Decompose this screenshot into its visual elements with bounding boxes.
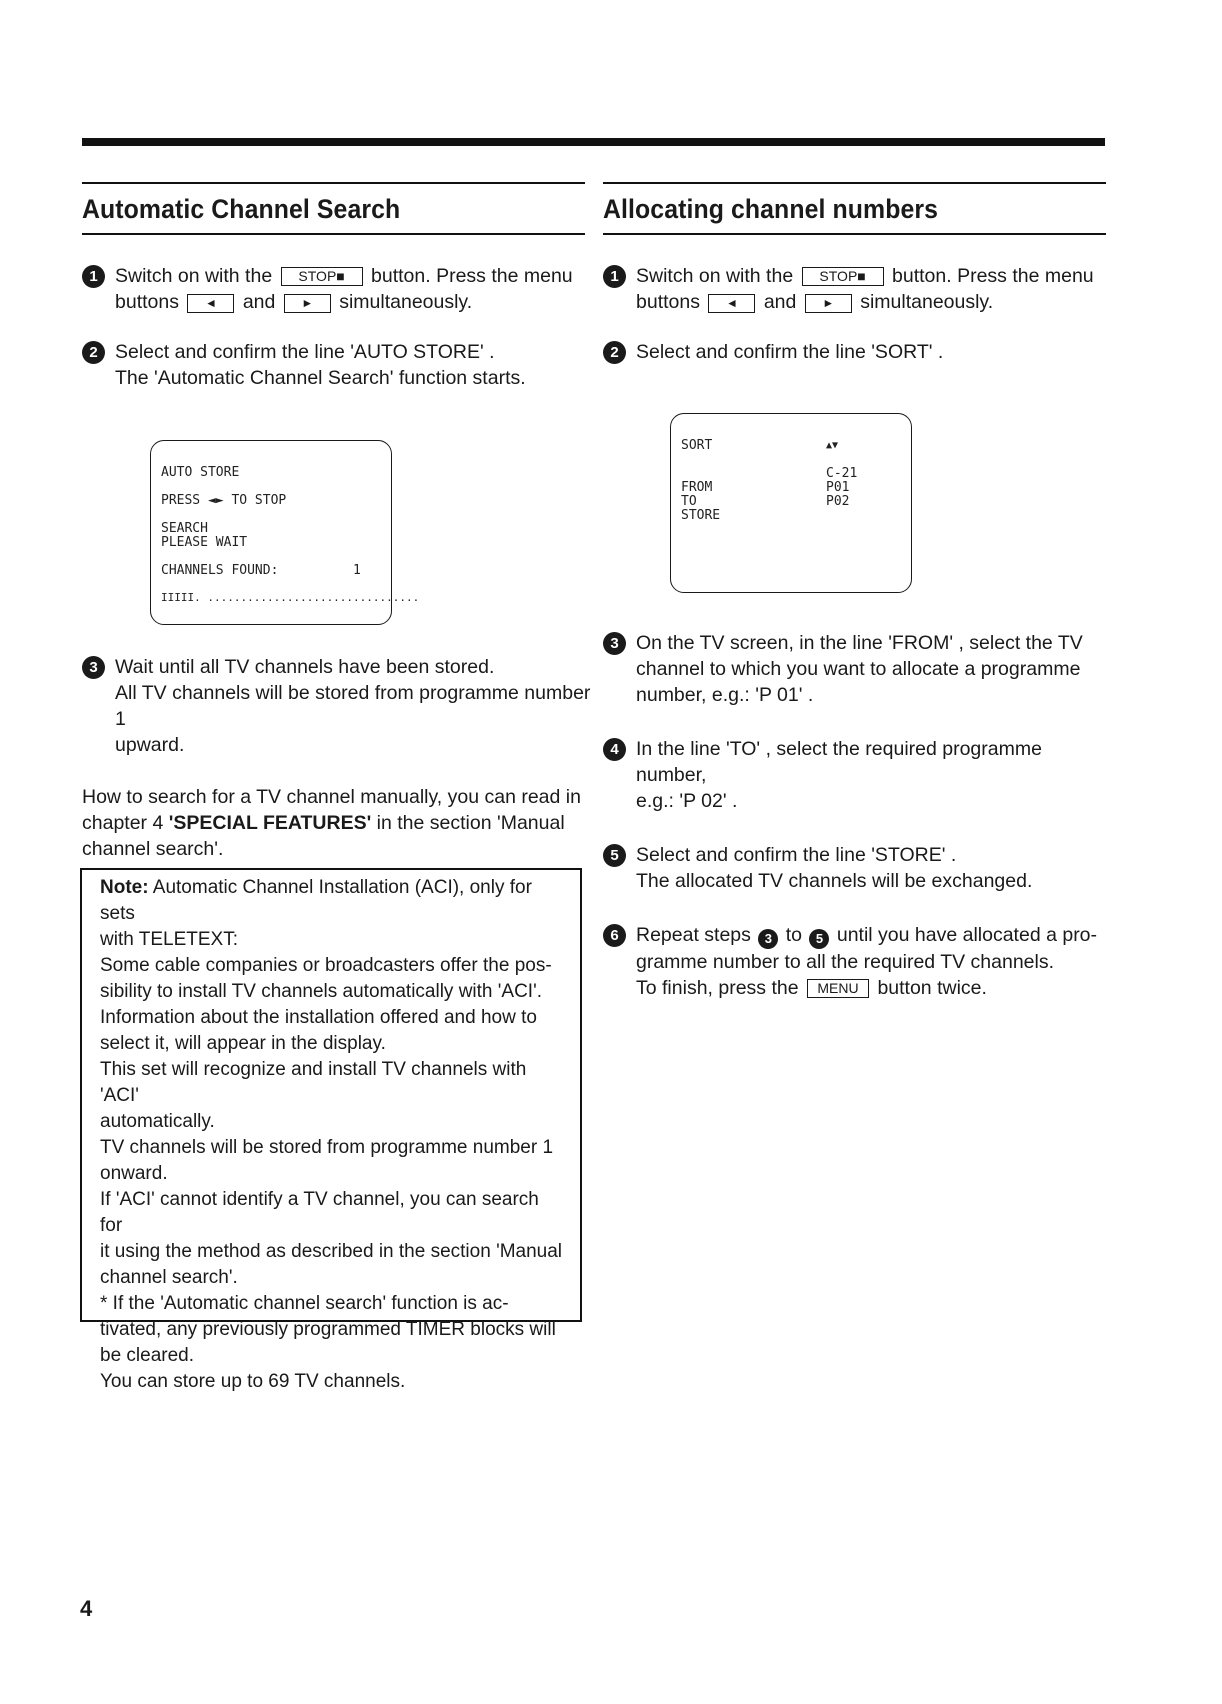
step-ref-3: 3 — [758, 929, 778, 949]
section-title: Automatic Channel Search — [82, 194, 401, 224]
note-line: automatically. — [100, 1111, 215, 1132]
screen-line: CHANNELS FOUND: — [161, 563, 279, 578]
right-lower — [603, 630, 1103, 1001]
top-rule — [82, 138, 1105, 146]
step-1 — [603, 263, 1106, 315]
step-text: Switch on with the — [636, 265, 794, 287]
step-number: 4 — [603, 738, 626, 761]
step-text: and — [763, 291, 797, 313]
special-features-ref: 'SPECIAL FEATURES' — [168, 812, 372, 834]
step-text: gramme number to all the required TV channels. — [636, 951, 1055, 973]
step-text: The allocated TV channels will be exchanged. — [636, 870, 1033, 892]
step-text: All TV channels will be stored from programme number 1 — [115, 682, 591, 730]
note-line: select it, will appear in the display. — [100, 1033, 386, 1054]
step-text: button twice. — [877, 977, 987, 999]
para-line: How to search for a TV channel manually, you can read in — [82, 786, 581, 808]
note-line: If 'ACI' cannot identify a TV channel, you can search for — [100, 1189, 539, 1236]
title-bottom-rule — [603, 233, 1106, 235]
allocating-channel-numbers-section — [603, 182, 1106, 365]
left-lower — [82, 654, 592, 862]
stop-key-icon: STOP■ — [281, 267, 363, 286]
step-text: Select and confirm the line 'STORE' . — [636, 844, 957, 866]
step-text: upward. — [115, 734, 185, 756]
step-text: until you have allocated a pro- — [836, 924, 1098, 946]
progress-bar: IIIII. ................................ — [161, 591, 420, 604]
step-number: 3 — [603, 632, 626, 655]
step-text: simultaneously. — [339, 291, 473, 313]
channels-found-value: 1 — [353, 563, 361, 578]
step-text: Switch on with the — [115, 265, 273, 287]
step-3 — [603, 630, 1103, 708]
step-text: e.g.: 'P 02' . — [636, 790, 738, 812]
step-text: button. Press the menu — [371, 265, 573, 287]
up-down-arrows-icon: ▲▼ — [826, 440, 839, 451]
screen-line: AUTO STORE — [161, 465, 240, 480]
note-line: TV channels will be stored from programme number 1 — [100, 1137, 554, 1158]
step-text: buttons — [636, 291, 700, 313]
section-title: Allocating channel numbers — [603, 194, 939, 224]
stop-key-icon: STOP■ — [802, 267, 884, 286]
note-line: be cleared. — [100, 1345, 195, 1366]
para-text: in the section 'Manual — [371, 812, 565, 834]
to-value: P02 — [826, 494, 850, 509]
step-number: 1 — [82, 265, 105, 288]
step-1 — [82, 263, 585, 315]
note-line: Information about the installation offered and how to — [100, 1007, 537, 1028]
step-number: 2 — [82, 341, 105, 364]
note-line: channel search'. — [100, 1267, 238, 1288]
left-arrow-key-icon: ◄ — [187, 294, 234, 313]
note-line: This set will recognize and install TV channels with 'ACI' — [100, 1059, 527, 1106]
para-line: channel search'. — [82, 838, 224, 860]
screen-line: PLEASE WAIT — [161, 535, 248, 550]
step-number: 2 — [603, 341, 626, 364]
page-number: 4 — [80, 1596, 93, 1621]
step-text: number, e.g.: 'P 01' . — [636, 684, 814, 706]
step-2 — [82, 339, 585, 391]
to-label: TO — [681, 494, 697, 509]
menu-key-icon: MENU — [807, 979, 869, 998]
step-text: Repeat steps — [636, 924, 751, 946]
screen-line: SORT — [681, 438, 713, 453]
manual-search-paragraph — [82, 784, 592, 862]
step-5 — [603, 842, 1103, 894]
from-value: P01 — [826, 480, 850, 495]
step-text: buttons — [115, 291, 179, 313]
step-ref-5: 5 — [809, 929, 829, 949]
screen-line: PRESS ◄► TO STOP — [161, 493, 287, 508]
right-arrow-key-icon: ► — [284, 294, 331, 313]
note-line: You can store up to 69 TV channels. — [100, 1371, 406, 1392]
note-box — [80, 868, 582, 1392]
step-4 — [603, 736, 1103, 814]
note-line: with TELETEXT: — [100, 929, 238, 950]
step-6 — [603, 922, 1103, 1001]
para-line — [82, 810, 592, 836]
step-text: to — [785, 924, 803, 946]
step-text: Select and confirm the line 'AUTO STORE' . — [115, 341, 495, 363]
automatic-channel-search-section — [82, 182, 585, 391]
para-text: chapter 4 — [82, 812, 169, 834]
step-number: 6 — [603, 924, 626, 947]
auto-store-screen — [150, 440, 420, 625]
step-text: Select and confirm the line 'SORT' . — [636, 341, 944, 363]
note-line: Automatic Channel Installation (ACI), only for sets — [100, 877, 532, 924]
step-2 — [603, 339, 1106, 365]
step-text: simultaneously. — [860, 291, 994, 313]
note-line: tivated, any previously programmed TIMER blocks will — [100, 1319, 556, 1340]
step-text: channel to which you want to allocate a programme — [636, 658, 1081, 680]
sort-screen — [670, 413, 912, 593]
step-text: The 'Automatic Channel Search' function starts. — [115, 367, 526, 389]
note-line: * If the 'Automatic channel search' function is ac- — [100, 1293, 509, 1314]
note-label: Note: — [100, 877, 149, 898]
step-3 — [82, 654, 592, 758]
note-line: onward. — [100, 1163, 168, 1184]
right-arrow-key-icon: ► — [805, 294, 852, 313]
screen-line: SEARCH — [161, 521, 208, 536]
step-text: In the line 'TO' , select the required programme number, — [636, 738, 1042, 786]
note-line: it using the method as described in the section 'Manual — [100, 1241, 563, 1262]
title-bottom-rule — [82, 233, 585, 235]
step-text: On the TV screen, in the line 'FROM' , select the TV — [636, 632, 1083, 654]
step-text: and — [242, 291, 276, 313]
step-number: 3 — [82, 656, 105, 679]
step-number: 1 — [603, 265, 626, 288]
note-line: sibility to install TV channels automatically with 'ACI'. — [100, 981, 542, 1002]
from-label: FROM — [681, 480, 713, 495]
channel-value: C-21 — [826, 466, 858, 481]
left-arrow-key-icon: ◄ — [708, 294, 755, 313]
step-text: To finish, press the — [636, 977, 799, 999]
note-line: Some cable companies or broadcasters offer the pos- — [100, 955, 552, 976]
store-label: STORE — [681, 508, 721, 523]
step-text: Wait until all TV channels have been stored. — [115, 656, 495, 678]
step-number: 5 — [603, 844, 626, 867]
step-text: button. Press the menu — [892, 265, 1094, 287]
